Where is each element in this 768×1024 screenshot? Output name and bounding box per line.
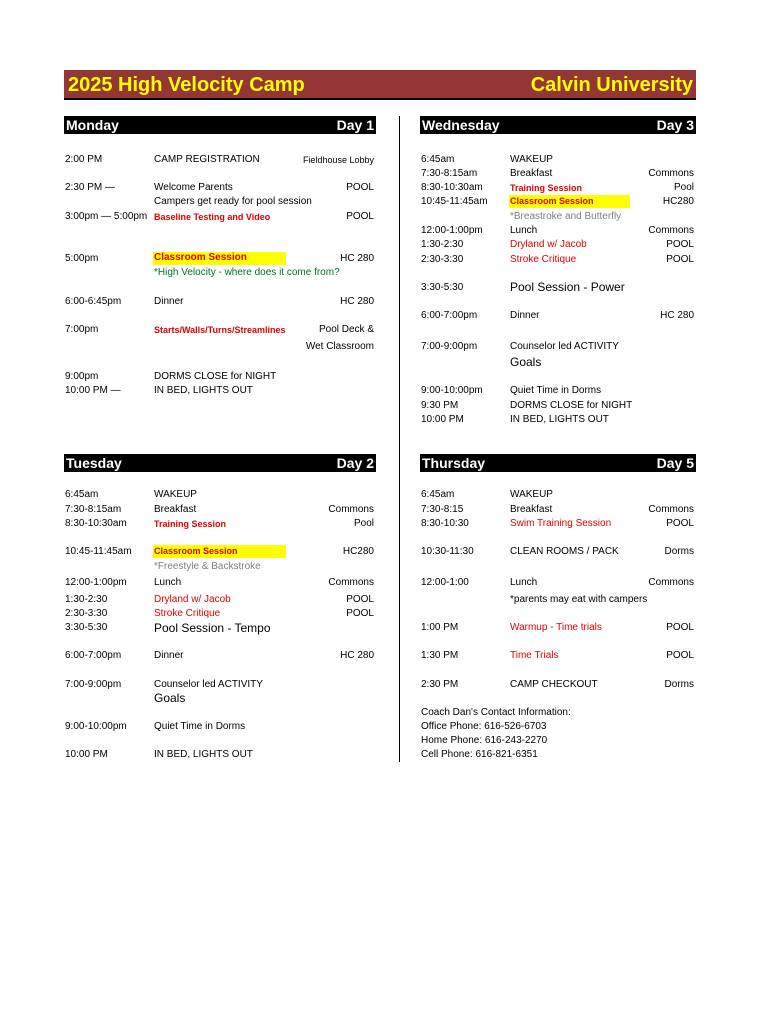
schedule-place: HC 280 [340, 650, 374, 661]
schedule-activity: WAKEUP [510, 154, 553, 165]
schedule-time: 1:30-2:30 [65, 594, 108, 605]
schedule-time: 6:00-7:00pm [65, 650, 122, 661]
day-name: Thursday [422, 455, 486, 471]
schedule-time: 6:45am [65, 489, 99, 500]
schedule-activity: Dinner [154, 650, 184, 661]
schedule-place: Commons [648, 504, 694, 515]
schedule-note: *Breastroke and Butterfly [510, 211, 622, 222]
schedule-time: 7:00pm [65, 324, 99, 335]
schedule-place: Commons [648, 577, 694, 588]
column-divider [399, 116, 400, 762]
schedule-place: HC280 [342, 546, 374, 557]
schedule-place: Commons [328, 504, 374, 515]
schedule-time: 6:00-6:45pm [65, 296, 122, 307]
schedule-time: 1:30 PM [421, 650, 459, 661]
day-name: Monday [66, 117, 119, 133]
schedule-time: 3:00pm — 5:00pm [65, 211, 148, 222]
schedule-activity: Counselor led ACTIVITY [510, 341, 619, 352]
schedule-activity: Quiet Time in Dorms [510, 385, 602, 396]
schedule-activity: DORMS CLOSE for NIGHT [154, 371, 277, 382]
schedule-place: Commons [648, 168, 694, 179]
schedule-place: HC280 [662, 196, 694, 207]
schedule-activity: Dinner [510, 310, 540, 321]
schedule-activity: IN BED, LIGHTS OUT [510, 414, 609, 425]
schedule-activity: Classroom Session [153, 545, 286, 558]
schedule-time: 2:30 PM [421, 679, 459, 690]
university-name: Calvin University [530, 74, 693, 96]
day-number: Day 1 [336, 117, 374, 133]
schedule-place: POOL [666, 239, 694, 250]
schedule-time: 8:30-10:30am [65, 518, 127, 529]
schedule-activity: CLEAN ROOMS / PACK [510, 546, 619, 557]
schedule-time: 6:00-7:00pm [421, 310, 478, 321]
schedule-activity: Stroke Critique [510, 254, 577, 265]
schedule-activity: Classroom Session [509, 195, 630, 208]
schedule-place: Dorms [664, 546, 694, 557]
schedule-place: POOL [666, 622, 694, 633]
schedule-place: POOL [666, 254, 694, 265]
schedule-time: 7:30-8:15am [421, 168, 478, 179]
schedule-place: Commons [648, 225, 694, 236]
schedule-place: HC 280 [660, 310, 694, 321]
schedule-time: 7:30-8:15am [65, 504, 122, 515]
schedule-note: *Freestyle & Backstroke [154, 561, 261, 572]
day-number: Day 3 [656, 117, 694, 133]
contact-title: Coach Dan's Contact Information: [421, 707, 571, 718]
day-header-monday [64, 116, 376, 134]
schedule-activity: IN BED, LIGHTS OUT [154, 385, 253, 396]
schedule-activity: Training Session [154, 519, 227, 529]
schedule-time: 12:00-1:00 [421, 577, 469, 588]
schedule-time: 8:30-10:30am [421, 182, 483, 193]
schedule-activity: Swim Training Session [510, 518, 612, 529]
schedule-time: 9:00pm [65, 371, 99, 382]
day-number: Day 2 [336, 455, 374, 471]
day-header-thursday [420, 454, 696, 472]
contact-home-phone: Home Phone: 616-243-2270 [421, 735, 548, 746]
schedule-time: 7:00-9:00pm [65, 679, 122, 690]
contact-cell-phone: Cell Phone: 616-821-6351 [421, 749, 538, 760]
schedule-note: *parents may eat with campers [510, 594, 648, 605]
schedule-note: Goals [154, 691, 186, 705]
schedule-time: 7:00-9:00pm [421, 341, 478, 352]
schedule-activity: Time Trials [510, 650, 559, 661]
schedule-activity: Breakfast [510, 504, 553, 515]
schedule-activity: Dryland w/ Jacob [154, 594, 231, 605]
schedule-time: 9:00-10:00pm [65, 721, 127, 732]
schedule-time: 1:30-2:30 [421, 239, 464, 250]
schedule-place: Commons [328, 577, 374, 588]
schedule-activity: CAMP CHECKOUT [510, 679, 598, 690]
camp-title: 2025 High Velocity Camp [68, 74, 305, 96]
schedule-activity: Starts/Walls/Turns/Streamlines [154, 325, 286, 335]
schedule-activity: WAKEUP [510, 489, 553, 500]
schedule-time: 2:00 PM [65, 154, 103, 165]
schedule-time: 9:00-10:00pm [421, 385, 483, 396]
schedule-activity: Lunch [510, 225, 538, 236]
schedule-activity: CAMP REGISTRATION [154, 154, 260, 165]
day-name: Wednesday [422, 117, 500, 133]
schedule-time: 7:30-8:15 [421, 504, 464, 515]
schedule-activity: Classroom Session [153, 252, 286, 265]
schedule-time: 12:00-1:00pm [421, 225, 483, 236]
schedule-place: POOL [346, 594, 374, 605]
schedule-time: 8:30-10:30 [421, 518, 469, 529]
schedule-time: 10:00 PM — [65, 385, 121, 396]
day-header-wednesday [420, 116, 696, 134]
schedule-time: 9:30 PM [421, 400, 459, 411]
schedule-activity: Dinner [154, 296, 184, 307]
schedule-time: 1:00 PM [421, 622, 459, 633]
day-number: Day 5 [656, 455, 694, 471]
schedule-place: POOL [346, 182, 374, 193]
schedule-place: POOL [666, 650, 694, 661]
schedule-time: 10:45-11:45am [65, 546, 132, 557]
schedule-activity: Training Session [510, 183, 583, 193]
schedule-activity: Breakfast [154, 504, 197, 515]
schedule-activity: Pool Session - Tempo [154, 621, 271, 635]
schedule-place: POOL [346, 608, 374, 619]
schedule-activity: Baseline Testing and Video [154, 212, 271, 222]
schedule-activity: Lunch [154, 577, 182, 588]
schedule-place: Fieldhouse Lobby [302, 155, 374, 165]
title-banner [64, 70, 696, 100]
schedule-place: HC 280 [340, 296, 374, 307]
schedule-time: 10:30-11:30 [421, 546, 474, 557]
schedule-time: 3:30-5:30 [65, 622, 108, 633]
schedule-activity: Quiet Time in Dorms [154, 721, 246, 732]
schedule-time: 5:00pm [65, 253, 99, 264]
schedule-place: Pool [673, 182, 694, 193]
schedule-place: Pool Deck & [318, 324, 374, 335]
schedule-time: 2:30-3:30 [421, 254, 464, 265]
schedule-activity: Lunch [510, 577, 538, 588]
schedule-place: Wet Classroom [305, 341, 374, 352]
schedule-note: *High Velocity - where does it come from? [154, 267, 340, 278]
schedule-time: 10:45-11:45am [421, 196, 488, 207]
schedule-activity: Pool Session - Power [510, 280, 625, 294]
schedule-activity: Dryland w/ Jacob [510, 239, 587, 250]
schedule-activity: Welcome Parents [154, 182, 233, 193]
schedule-place: POOL [666, 518, 694, 529]
contact-office-phone: Office Phone: 616-526-6703 [421, 721, 547, 732]
day-name: Tuesday [66, 455, 122, 471]
schedule-activity: Counselor led ACTIVITY [154, 679, 263, 690]
schedule-time: 2:30-3:30 [65, 608, 108, 619]
schedule-activity: Stroke Critique [154, 608, 221, 619]
schedule-time: 10:00 PM [421, 414, 464, 425]
day-header-tuesday [64, 454, 376, 472]
schedule-activity: WAKEUP [154, 489, 197, 500]
schedule-note: Goals [510, 355, 542, 369]
schedule-place: POOL [346, 211, 374, 222]
schedule-time: 12:00-1:00pm [65, 577, 127, 588]
schedule-place: HC 280 [340, 253, 374, 264]
schedule-time: 2:30 PM — [65, 182, 116, 193]
schedule-activity: IN BED, LIGHTS OUT [154, 749, 253, 760]
schedule-place: Dorms [664, 679, 694, 690]
schedule-activity: Campers get ready for pool session [154, 196, 312, 207]
schedule-place: Pool [353, 518, 374, 529]
schedule-time: 6:45am [421, 489, 455, 500]
schedule-activity: Breakfast [510, 168, 553, 179]
schedule-time: 3:30-5:30 [421, 282, 464, 293]
schedule-activity: Warmup - Time trials [510, 622, 602, 633]
schedule-activity: DORMS CLOSE for NIGHT [510, 400, 633, 411]
schedule-time: 6:45am [421, 154, 455, 165]
schedule-time: 10:00 PM [65, 749, 108, 760]
